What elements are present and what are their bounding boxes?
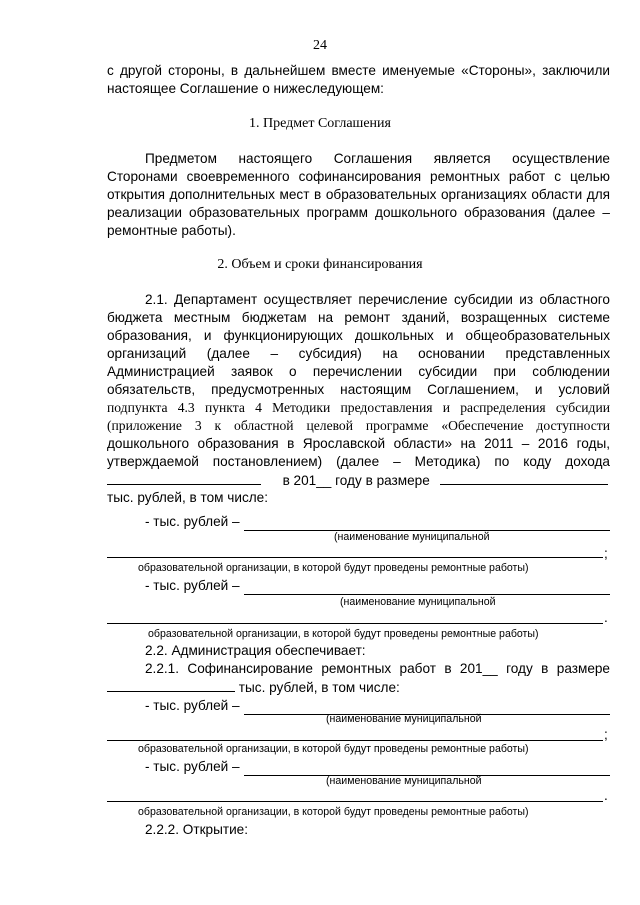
p22: 2.2. Администрация обеспечивает: <box>145 643 366 658</box>
year-amount-text: в 201__ году в размере <box>282 473 430 488</box>
p21-line: Администрацией заявок о перечислении субсидии при соблюдении <box>107 364 610 379</box>
caption-top: (наименование муниципальной <box>326 775 482 787</box>
p21-tail: тыс. рублей, в том числе: <box>107 490 269 505</box>
item-prefix: - тыс. рублей – <box>145 578 240 593</box>
organization-name-blank[interactable] <box>244 580 610 595</box>
section-1-title: 1. Предмет Соглашения <box>249 116 391 131</box>
p21-line: обязательств, предусмотренных настоящим Соглашением, и условий <box>107 382 610 397</box>
p21-line: 2.1. Департамент осуществляет перечисление субсидии из областного <box>145 292 610 307</box>
intro-line-1: с другой стороны, в дальнейшем вместе именуемые «Стороны», заключили <box>107 63 610 78</box>
p221-line-1: 2.2.1. Софинансирование ремонтных работ в 201__ году в размере <box>145 661 610 676</box>
semicolon: ; <box>604 727 608 742</box>
p21-line: (приложение 3 к областной целевой программе «Обеспечение доступности <box>107 418 610 433</box>
caption-bottom: образовательной организации, в которой будут проведены ремонтные работы) <box>148 628 539 640</box>
p21-line: утверждаемой постановлением) (далее – Методика) по коду дохода <box>107 454 610 469</box>
item-prefix: - тыс. рублей – <box>145 514 240 529</box>
p221-tail: тыс. рублей, в том числе: <box>238 680 400 695</box>
caption-top: (наименование муниципальной <box>340 596 496 608</box>
organization-name-blank[interactable] <box>244 516 610 531</box>
organization-name-continuation-blank[interactable] <box>107 557 603 558</box>
section-1-line: реализации образовательных программ дошкольного образования (далее – <box>107 205 610 220</box>
item-line <box>145 577 610 595</box>
caption-bottom: образовательной организации, в которой будут проведены ремонтные работы) <box>138 743 529 755</box>
p21-line: бюджета местным бюджетам на ремонт зданий, возращенных системе <box>107 310 610 325</box>
p222: 2.2.2. Открытие: <box>145 822 249 837</box>
period: . <box>604 610 608 625</box>
item-line <box>145 513 610 531</box>
section-1-line: ремонтные работы). <box>107 223 236 238</box>
item-prefix: - тыс. рублей – <box>145 698 240 713</box>
semicolon: ; <box>604 546 608 561</box>
caption-top: (наименование муниципальной <box>334 531 490 543</box>
p21-line: образования, и функционирующих дошкольных и общеобразовательных <box>107 328 610 343</box>
amount-blank[interactable] <box>440 471 608 485</box>
p221-line-2 <box>107 678 610 696</box>
intro-line-2: настоящее Соглашение о нижеследующем: <box>107 81 384 96</box>
organization-name-continuation-blank[interactable] <box>107 623 603 624</box>
organization-name-continuation-blank[interactable] <box>107 801 603 802</box>
organization-name-continuation-blank[interactable] <box>107 740 603 741</box>
section-1-line: Сторонами своевременного софинансирования ремонтных работ с целью <box>107 169 610 184</box>
page-number: 24 <box>313 38 327 53</box>
caption-bottom: образовательной организации, в которой будут проведены ремонтные работы) <box>138 562 529 574</box>
period: . <box>604 788 608 803</box>
p21-line: организаций (далее – субсидия) на основании представленных <box>107 346 610 361</box>
section-1-line: Предметом настоящего Соглашения является осуществление <box>145 151 610 166</box>
income-code-blank[interactable] <box>107 471 261 485</box>
caption-top: (наименование муниципальной <box>326 713 482 725</box>
p21-code-amount-line <box>107 471 610 489</box>
cofinancing-amount-blank[interactable] <box>107 678 235 692</box>
caption-bottom: образовательной организации, в которой будут проведены ремонтные работы) <box>138 806 529 818</box>
p21-line: дошкольного образования в Ярославской области» на 2011 – 2016 годы, <box>107 436 610 451</box>
section-1-line: открытия дополнительных мест в образовательных организациях области для <box>107 187 610 202</box>
p21-line: подпункта 4.3 пункта 4 Методики предоставления и распределения субсидии <box>107 400 610 415</box>
section-2-title: 2. Объем и сроки финансирования <box>217 257 423 272</box>
item-prefix: - тыс. рублей – <box>145 759 240 774</box>
